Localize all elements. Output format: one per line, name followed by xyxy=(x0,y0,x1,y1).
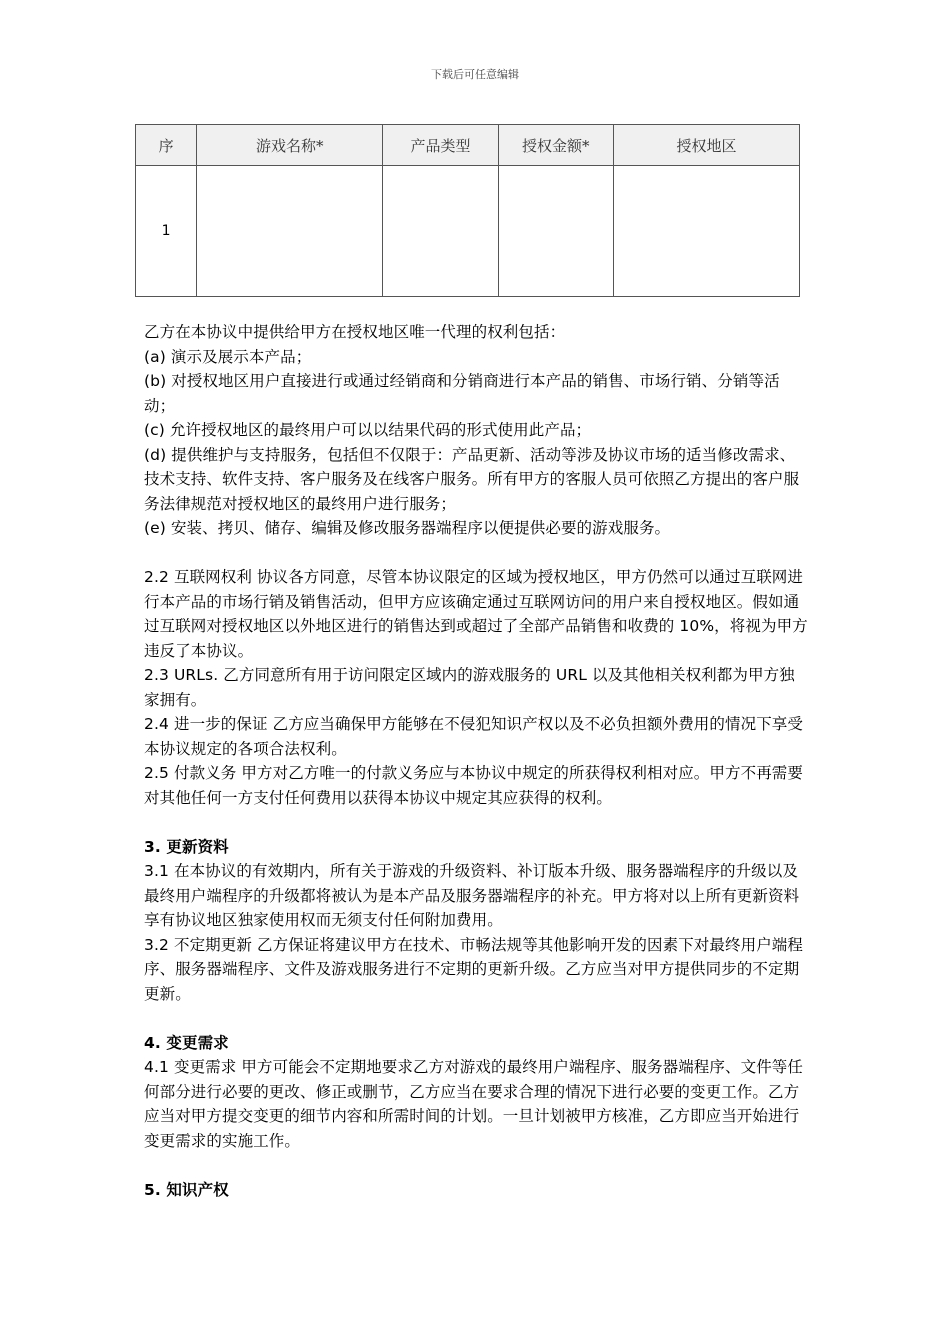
spacer xyxy=(144,1006,808,1031)
spacer xyxy=(144,810,808,835)
rights-item-b: (b) 对授权地区用户直接进行或通过经销商和分销商进行本产品的销售、市场行销、分销等活动； xyxy=(144,372,780,415)
section-5-title: 5. 知识产权 xyxy=(144,1180,229,1199)
game-license-table xyxy=(135,124,800,297)
cell-product-type xyxy=(383,166,498,297)
column-header-license-region: 授权地区 xyxy=(613,125,799,166)
clause-2-5: 2.5 付款义务 甲方对乙方唯一的付款义务应与本协议中规定的所获得权利相对应。甲方不再需要对其他任何一方支付任何费用以获得本协议中规定其应获得的权利。 xyxy=(144,764,804,807)
cell-index: 1 xyxy=(136,166,197,297)
column-header-product-type: 产品类型 xyxy=(383,125,498,166)
rights-item-e: (e) 安装、拷贝、储存、编辑及修改服务器端程序以便提供必要的游戏服务。 xyxy=(144,519,671,537)
cell-license-amount xyxy=(498,166,613,297)
table-header-row xyxy=(136,125,800,166)
clause-3-1: 3.1 在本协议的有效期内，所有关于游戏的升级资料、补订版本升级、服务器端程序的升级以及最终用户端程序的升级都将被认为是本产品及服务器端程序的补充。甲方将对以上所有更新资料享有协议地区独家使用权而无须支付任何附加费用。 xyxy=(144,862,800,929)
column-header-license-amount: 授权金额* xyxy=(498,125,613,166)
rights-item-a: (a) 演示及展示本产品； xyxy=(144,347,312,366)
spacer xyxy=(144,1153,808,1178)
clause-3-2: 3.2 不定期更新 乙方保证将建议甲方在技术、市畅法规等其他影响开发的因素下对最终用户端程序、服务器端程序、文件及游戏服务进行不定期的更新升级。乙方应当对甲方提供同步的不定期更新。 xyxy=(144,935,804,1003)
clause-4-1: 4.1 变更需求 甲方可能会不定期地要求乙方对游戏的最终用户端程序、服务器端程序、文件等任何部分进行必要的更改、修正或删节，乙方应当在要求合理的情况下进行必要的变更工作。乙方应当对甲方提交变更的细节内容和所需时间的计划。一旦计划被甲方核准，乙方即应当开始进行变更需求的实施工作。 xyxy=(144,1058,804,1150)
cell-game-name xyxy=(197,166,383,297)
document-body xyxy=(144,320,808,1202)
table-row xyxy=(136,166,800,297)
rights-intro: 乙方在本协议中提供给甲方在授权地区唯一代理的权利包括： xyxy=(144,323,566,341)
clause-2-4: 2.4 进一步的保证 乙方应当确保甲方能够在不侵犯知识产权以及不必负担额外费用的情况下享受本协议规定的各项合法权利。 xyxy=(144,715,804,758)
cell-license-region xyxy=(613,166,799,297)
section-3-title: 3. 更新资料 xyxy=(144,837,229,856)
clause-2-2: 2.2 互联网权利 协议各方同意，尽管本协议限定的区域为授权地区，甲方仍然可以通过互联网进行本产品的市场行销及销售活动，但甲方应该确定通过互联网访问的用户来自授权地区。假如通过互联网对授权地区以外地区进行的销售达到或超过了全部产品销售和收费的 10%，将视为甲方违反了本协议。 xyxy=(144,568,808,660)
rights-item-d: (d) 提供维护与支持服务，包括但不仅限于：产品更新、活动等涉及协议市场的适当修改需求、技术支持、软件支持、客户服务及在线客户服务。所有甲方的客服人员可依照乙方提出的客户服务法律规范对授权地区的最终用户进行服务； xyxy=(144,445,800,513)
clause-2-3: 2.3 URLs. 乙方同意所有用于访问限定区域内的游戏服务的 URL 以及其他相关权利都为甲方独家拥有。 xyxy=(144,666,795,709)
rights-item-c: (c) 允许授权地区的最终用户可以以结果代码的形式使用此产品； xyxy=(144,421,592,439)
column-header-index: 序 xyxy=(136,125,197,166)
header-note: 下载后可任意编辑 xyxy=(431,68,519,81)
spacer xyxy=(144,541,808,566)
column-header-game-name: 游戏名称* xyxy=(197,125,383,166)
section-4-title: 4. 变更需求 xyxy=(144,1033,229,1052)
